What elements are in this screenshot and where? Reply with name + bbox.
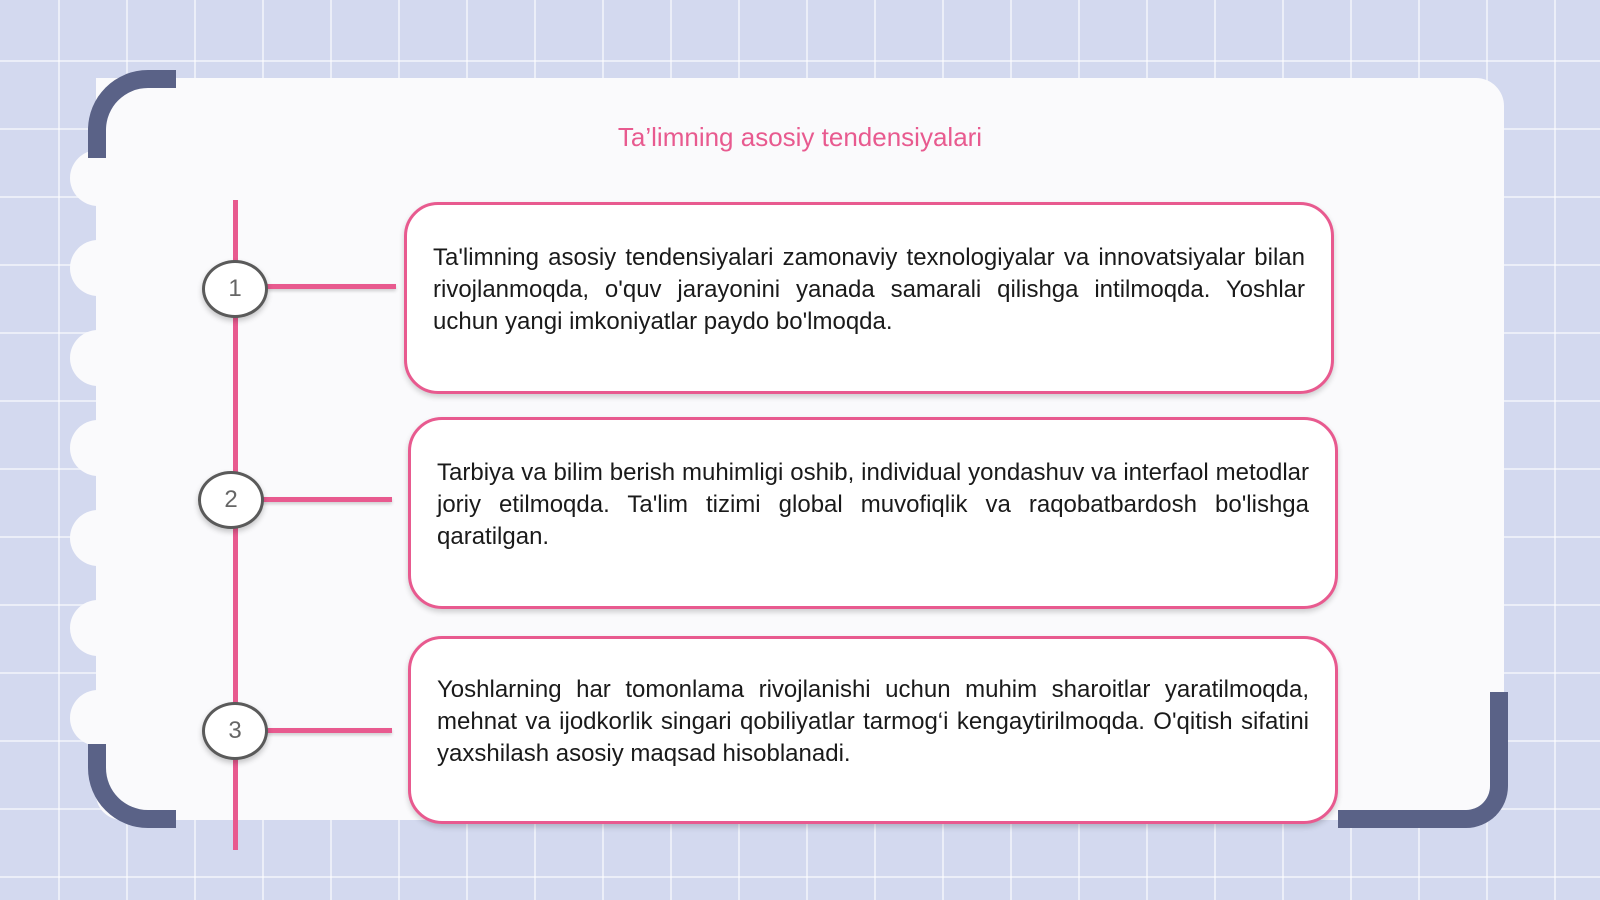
tendency-card-3 (408, 636, 1338, 824)
timeline-connector-2 (262, 497, 392, 502)
tendency-card-text: Yoshlarning har tomonlama rivojlanishi uchun muhim sharoitlar yaratilmoqda, mehnat va ijodkorlik singari qobiliyatlar tarmog‘i kengaytirilmoqda. O'qitish sifatini yaxshilash asosiy maqsad hisoblanadi. (437, 676, 1309, 767)
tendency-card-2 (408, 417, 1338, 609)
tendency-card-text: Ta'limning asosiy tendensiyalari zamonaviy texnologiyalar va innovatsiyalar bilan rivojlanmoqda, o'quv jarayonini yanada samarali qilishga intilmoqda. Yoshlar uchun yangi imkoniyatlar paydo bo'lmoqda. (433, 244, 1305, 335)
paper-scallop (70, 420, 126, 476)
timeline-connector-3 (266, 728, 392, 733)
paper-scallop (70, 150, 126, 206)
frame-corner-bottom-right (1338, 692, 1508, 828)
tendency-card-text: Tarbiya va bilim berish muhimligi oshib, individual yondashuv va interfaol metodlar joriy etilmoqda. Ta'lim tizimi global muvofiqlik va raqobatbardosh bo'lishga qaratilgan. (437, 459, 1309, 550)
step-number-3: 3 (202, 702, 268, 760)
paper-scallop (70, 600, 126, 656)
paper-scallop (70, 330, 126, 386)
frame-corner-bottom-left (88, 744, 176, 828)
paper-scallop (70, 510, 126, 566)
paper-scallop (70, 690, 126, 746)
tendency-card-1 (404, 202, 1334, 394)
timeline-connector-1 (266, 284, 396, 289)
step-number-1: 1 (202, 260, 268, 318)
paper-scallop (70, 240, 126, 296)
step-number-2: 2 (198, 471, 264, 529)
slide-title: Ta’limning asosiy tendensiyalari (617, 122, 983, 152)
